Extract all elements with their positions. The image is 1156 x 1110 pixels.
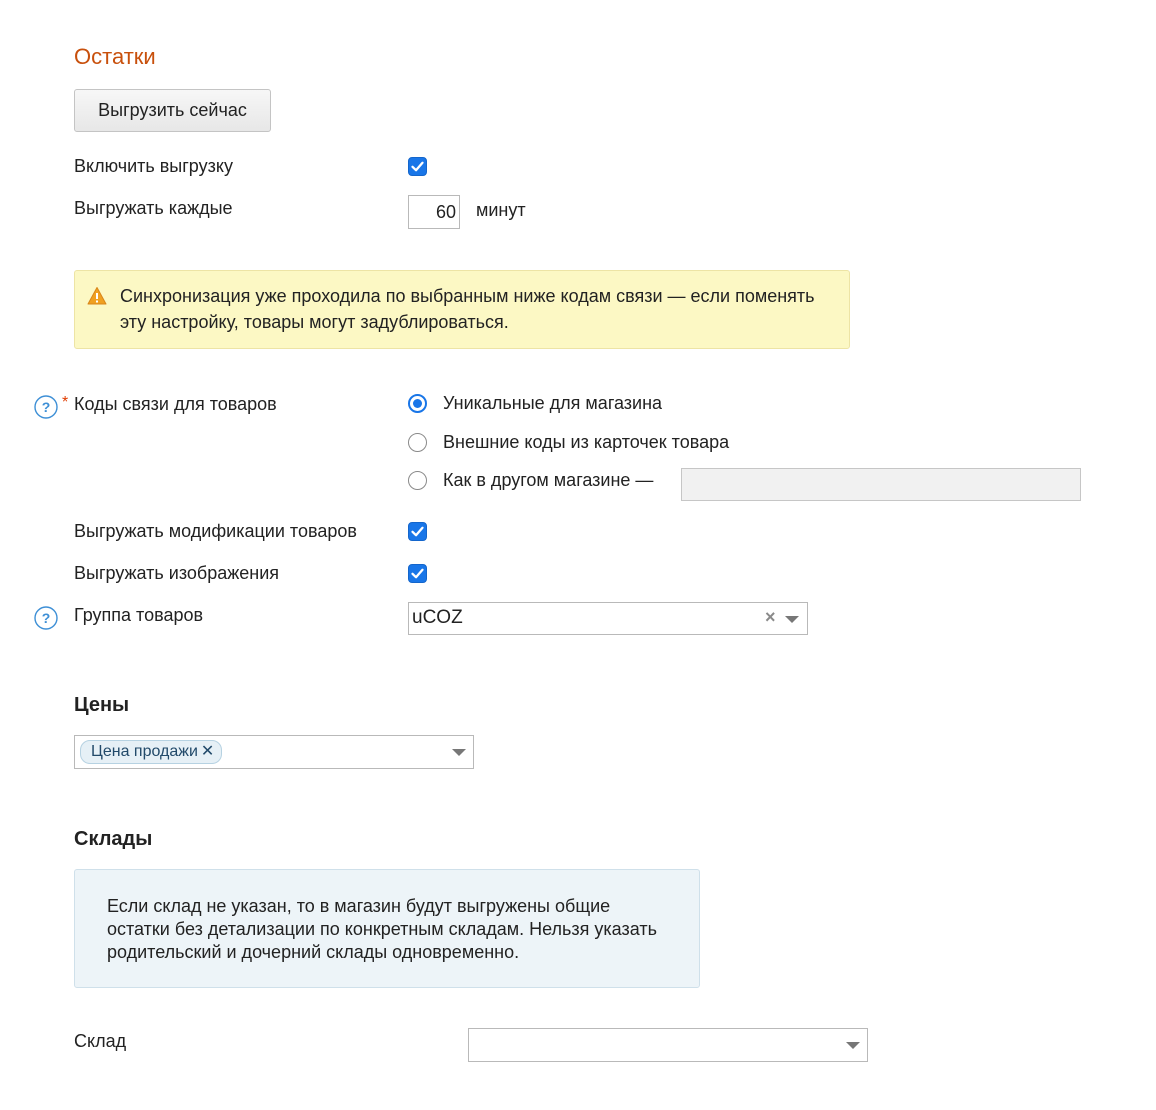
radio-as-other-shop[interactable] xyxy=(408,471,427,490)
export-images-checkbox[interactable] xyxy=(408,564,427,583)
close-icon[interactable]: ✕ xyxy=(200,743,215,760)
interval-unit-label: минут xyxy=(476,200,526,220)
radio-unique-for-shop[interactable] xyxy=(408,394,427,413)
warning-text: Синхронизация уже проходила по выбранным ниже кодам связи — если поменять эту настройку, товары могут задублироваться. xyxy=(120,286,815,332)
enable-export-checkbox[interactable] xyxy=(408,157,427,176)
product-group-label: Группа товаров xyxy=(74,605,204,625)
warning-icon xyxy=(87,286,107,306)
radio-unique-for-shop-label[interactable]: Уникальные для магазина xyxy=(443,393,663,413)
chevron-down-icon xyxy=(452,749,466,756)
info-text: Если склад не указан, то в магазин будут выгружены общие остатки без детализации по конкретным складам. Нельзя указать родительский и дочерний склады одновременно. xyxy=(107,896,657,962)
link-codes-label: Коды связи для товаров xyxy=(74,394,277,414)
section-title-warehouses: Склады xyxy=(74,828,153,850)
radio-external-codes-label[interactable]: Внешние коды из карточек товара xyxy=(443,432,730,452)
radio-external-codes[interactable] xyxy=(408,433,427,452)
product-group-select[interactable] xyxy=(408,602,808,635)
prices-multiselect[interactable] xyxy=(74,735,474,769)
help-icon[interactable] xyxy=(34,606,58,630)
chevron-down-icon xyxy=(785,616,799,623)
help-icon[interactable] xyxy=(34,395,58,419)
svg-text:?: ? xyxy=(41,399,51,415)
check-icon xyxy=(409,158,426,175)
price-tag-label: Цена продажи xyxy=(91,743,198,760)
export-every-label: Выгружать каждые xyxy=(74,198,233,218)
chevron-down-icon xyxy=(846,1042,860,1049)
product-group-value: uCOZ xyxy=(412,607,463,628)
enable-export-label: Включить выгрузку xyxy=(74,156,233,176)
price-tag xyxy=(80,740,222,764)
warehouse-label: Склад xyxy=(74,1031,127,1051)
export-interval-input[interactable] xyxy=(408,195,460,229)
close-icon[interactable]: × xyxy=(765,607,776,627)
radio-as-other-shop-label[interactable]: Как в другом магазине — xyxy=(443,470,654,490)
export-modifications-label: Выгружать модификации товаров xyxy=(74,521,357,541)
section-title-prices: Цены xyxy=(74,694,130,716)
warning-box xyxy=(74,270,850,349)
warehouse-select[interactable] xyxy=(468,1028,868,1062)
svg-text:?: ? xyxy=(41,610,51,626)
info-box xyxy=(74,869,700,988)
other-shop-input[interactable] xyxy=(681,468,1081,501)
export-now-button[interactable]: Выгрузить сейчас xyxy=(74,89,271,132)
export-modifications-checkbox[interactable] xyxy=(408,522,427,541)
check-icon xyxy=(409,565,426,582)
check-icon xyxy=(409,523,426,540)
section-title-stock: Остатки xyxy=(74,44,156,69)
required-mark: * xyxy=(62,394,69,411)
export-images-label: Выгружать изображения xyxy=(74,563,280,583)
